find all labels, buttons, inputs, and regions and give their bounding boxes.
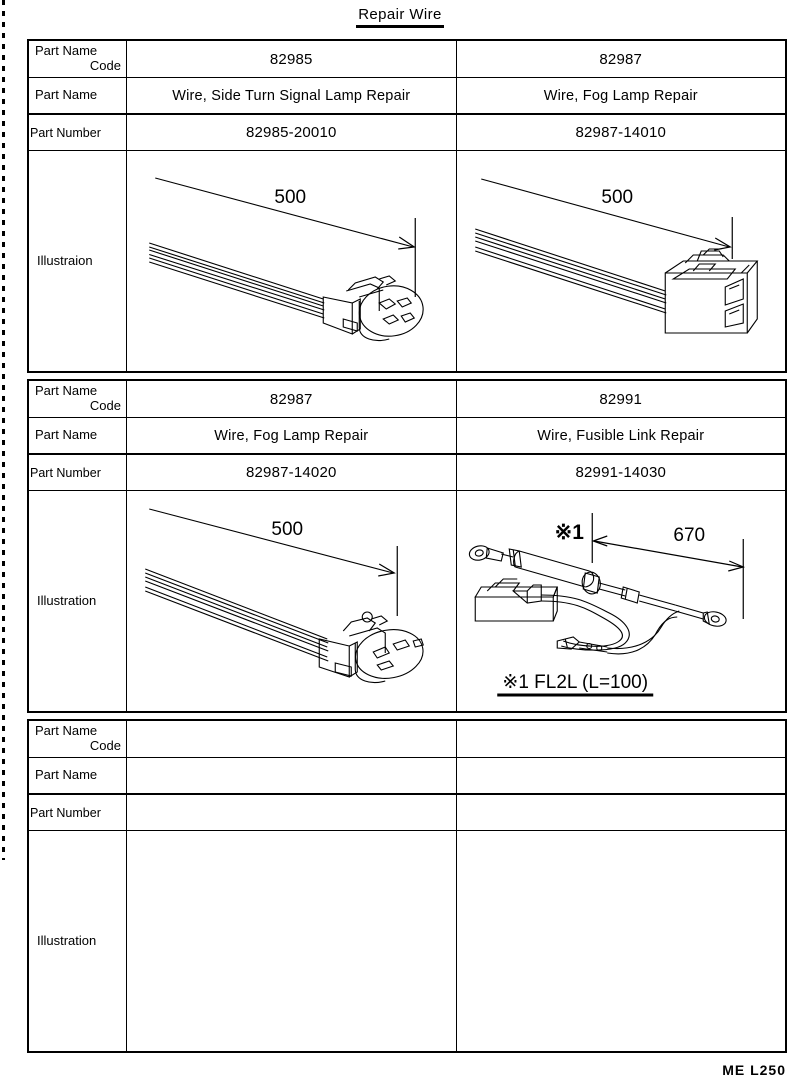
t3-c2-part-number <box>457 795 786 830</box>
t3-c1-part-name <box>127 758 457 793</box>
table-row-part-name <box>29 758 785 795</box>
row-label-part-number: Part Number <box>29 795 127 830</box>
t3-c2-illustration <box>457 831 786 1051</box>
t2-c1-dimension-label: 500 <box>271 519 304 540</box>
row-label-part-name-code <box>29 721 127 757</box>
t2-c2-dimension-label: 670 <box>672 525 705 546</box>
row-label-part-number: Part Number <box>29 115 127 150</box>
parts-table-1 <box>27 39 787 373</box>
table-row-part-number <box>29 455 785 491</box>
page-title-text: Repair Wire <box>356 6 444 28</box>
t2-c1-part-name-code: 82987 <box>127 381 457 417</box>
t3-c1-part-name-code <box>127 721 457 757</box>
table-row-part-name-code <box>29 41 785 78</box>
t3-c2-part-name <box>457 758 786 793</box>
t3-c1-part-number <box>127 795 457 830</box>
table-row-illustration <box>29 491 785 711</box>
row-label-part-name-code <box>29 41 127 77</box>
parts-table-3 <box>27 719 787 1053</box>
t2-c2-part-name-code: 82991 <box>599 390 643 408</box>
t1-c2-part-name-code: 82987 <box>599 50 643 68</box>
row-label-line2: Code <box>89 737 121 753</box>
table-row-part-name <box>29 418 785 455</box>
t2-c2-illustration-note: ※1 FL2L (L=100) <box>501 672 648 693</box>
t2-c1-illustration <box>127 491 457 711</box>
t1-c1-part-name: Wire, Side Turn Signal Lamp Repair <box>127 78 457 113</box>
table-row-part-number <box>29 115 785 151</box>
fusible-link-assembly-drawing <box>457 491 786 711</box>
t1-c1-illustration <box>127 151 457 371</box>
row-label-part-name: Part Name <box>29 758 127 793</box>
wire-flat-connector-drawing <box>127 491 456 711</box>
t2-c2-part-number: 82991-14030 <box>575 464 667 481</box>
row-label-illustration: Illustration <box>29 491 127 711</box>
table-row-part-name-code <box>29 721 785 758</box>
wire-block-connector-drawing <box>457 151 786 371</box>
wire-round-connector-drawing <box>127 151 456 371</box>
t1-c2-part-number: 82987-14010 <box>575 124 667 141</box>
table-row-part-name <box>29 78 785 115</box>
t1-c1-part-name-code: 82985 <box>127 41 457 77</box>
row-label-illustration: Illustration <box>29 831 127 1051</box>
row-label-illustration: Illustraion <box>29 151 127 371</box>
t1-c2-dimension-label: 500 <box>600 187 633 208</box>
table-row-part-number <box>29 795 785 831</box>
row-label-part-name: Part Name <box>29 78 127 113</box>
page-title <box>0 6 800 28</box>
row-label-line1: Part Name <box>35 43 98 58</box>
row-label-line2: Code <box>89 397 121 413</box>
table-row-illustration <box>29 831 785 1051</box>
t2-c2-part-name: Wire, Fusible Link Repair <box>537 427 705 444</box>
table-row-illustration <box>29 151 785 371</box>
t2-c2-callout-marker: ※1 <box>554 521 584 544</box>
t1-c2-illustration <box>457 151 786 371</box>
t3-c1-illustration <box>127 831 457 1051</box>
row-label-line1: Part Name <box>35 383 98 398</box>
t3-c2-part-name-code <box>457 721 786 757</box>
row-label-part-number: Part Number <box>29 455 127 490</box>
t1-c1-dimension-label: 500 <box>274 187 307 208</box>
t1-c2-part-name: Wire, Fog Lamp Repair <box>543 87 698 104</box>
footer-page-code: ME L250 <box>722 1062 786 1078</box>
t1-c1-part-number: 82985-20010 <box>127 115 457 150</box>
row-label-part-name-code <box>29 381 127 417</box>
row-label-line2: Code <box>89 57 121 73</box>
row-label-line1: Part Name <box>35 723 98 738</box>
row-label-part-name: Part Name <box>29 418 127 453</box>
page-margin-marker <box>2 0 5 860</box>
t2-c1-part-name: Wire, Fog Lamp Repair <box>127 418 457 453</box>
parts-table-2 <box>27 379 787 713</box>
t2-c1-part-number: 82987-14020 <box>127 455 457 490</box>
t2-c2-illustration <box>457 491 786 711</box>
table-row-part-name-code <box>29 381 785 418</box>
